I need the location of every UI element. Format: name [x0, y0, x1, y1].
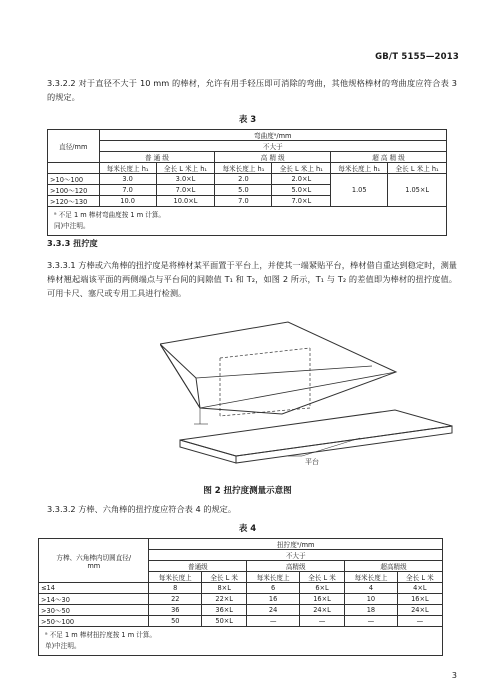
clause-3-3-2-2: 3.3.2.2 对于直径不大于 10 mm 的棒材，允许有用手轻压即可消除的弯曲，其他规格棒材的弯曲度应符合表 3 的规定。 [47, 78, 457, 102]
figure-2-caption: 图 2 扭拧度测量示意图 [203, 486, 292, 496]
figure-2-twist-diagram [160, 318, 460, 478]
super-per-meter: 1.05 [331, 174, 388, 207]
platform-side [236, 426, 452, 463]
full-length-header: 全长 L 米 [299, 572, 344, 583]
per-meter-header: 每米长度上 h₁ [99, 163, 156, 174]
super-full-length: 1.05×L [388, 174, 447, 207]
full-length-header: 全长 L 米 [202, 572, 247, 583]
table-row: >10～100 3.0 3.0×L 2.0 2.0×L 1.05 1.05×L [48, 174, 447, 185]
not-more-than: 不大于 [149, 550, 443, 561]
grade-normal: 普通级 [149, 561, 247, 572]
standard-number: GB/T 5155—2013 [375, 52, 459, 62]
table-4-note: ᵃ 不足 1 m 棒材扭拧度按 1 m 计算。 单)中注明。 [39, 627, 443, 656]
section-3-3-3-title: 3.3.3 扭拧度 [47, 238, 98, 248]
bar-edge [196, 366, 372, 378]
per-meter-header: 每米长度上 h₁ [215, 163, 272, 174]
blank-cell [48, 163, 100, 174]
col-diameter-header: 直径/mm [48, 130, 100, 163]
table-row: >50～100 50 50×L — — — — [39, 616, 443, 627]
clause-3-3-3-1: 3.3.3.1 方棒或六角棒的扭拧度是将棒材某平面置于平台上，并使其一端紧贴平台，棒材借自重达到稳定时，测量棒材翘起端该平面的两侧端点与平台间的间隙值 T₁ 和 T₂，如图 2 所示，T₁ 与 T₂ 的差值即为棒材的扭拧度值。可用卡尺、塞尺或专用工具进行检测。 [47, 260, 457, 298]
bend-group-header: 弯曲度ᵃ/mm [99, 130, 446, 141]
hidden-edge [220, 408, 310, 416]
hidden-edge [220, 348, 310, 358]
full-length-header: 全长 L 米上 h₁ [156, 163, 215, 174]
grade-super: 超 高 精 级 [331, 152, 447, 163]
page-number: 3 [451, 671, 457, 680]
full-length-header: 全长 L 米 [397, 572, 442, 583]
per-meter-header: 每米长度上 [247, 572, 300, 583]
clause-3-3-3-2: 3.3.3.2 方棒、六角棒的扭拧度应符合表 4 的规定。 [47, 504, 237, 514]
table-3-title: 表 3 [238, 115, 257, 125]
grade-super: 超高精级 [345, 561, 443, 572]
table-row: ≤14 8 8×L 6 6×L 4 4×L [39, 583, 443, 594]
bar-end-face [160, 344, 200, 408]
table-3-note: ᵃ 不足 1 m 棒材弯曲度按 1 m 计算。 同)中注明。 [48, 207, 447, 236]
table-row: >100～120 7.0 7.0×L 5.0 5.0×L [48, 185, 447, 196]
twist-group-header: 扭拧度ᵃ/mm [149, 539, 443, 550]
platform-top [180, 410, 452, 456]
platform-label: 平台 [305, 458, 319, 466]
grade-high: 高精级 [247, 561, 345, 572]
grade-high: 高 精 级 [215, 152, 331, 163]
bar-edge [200, 372, 396, 408]
platform-front [180, 440, 236, 463]
table-3 [47, 129, 447, 236]
table-4 [38, 538, 443, 656]
table-row: >30～50 36 36×L 24 24×L 18 24×L [39, 605, 443, 616]
full-length-header: 全长 L 米上 h₁ [272, 163, 331, 174]
table-row: >14～30 22 22×L 16 16×L 10 16×L [39, 594, 443, 605]
per-meter-header: 每米长度上 [149, 572, 202, 583]
table-row: >120～130 10.0 10.0×L 7.0 7.0×L [48, 196, 447, 207]
per-meter-header: 每米长度上 h₁ [331, 163, 388, 174]
table-4-title: 表 4 [238, 524, 257, 534]
full-length-header: 全长 L 米上 h₁ [388, 163, 447, 174]
per-meter-header: 每米长度上 [345, 572, 398, 583]
grade-normal: 普 通 级 [99, 152, 215, 163]
not-more-than: 不大于 [99, 141, 446, 152]
col-diameter-header: 方棒、六角棒内切圆直径/ mm [39, 539, 149, 583]
